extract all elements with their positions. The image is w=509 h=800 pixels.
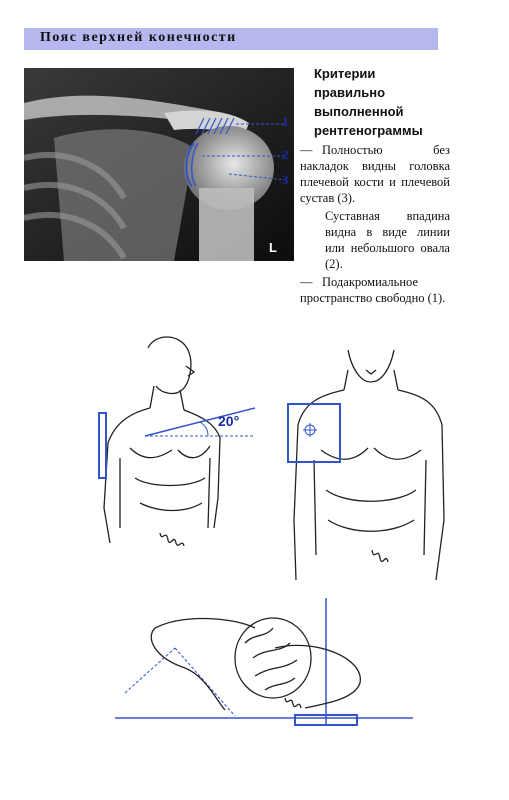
section-header bbox=[24, 28, 438, 50]
criteria-item-text: Суставная впадина видна в виде линии или небольшого овала (2). bbox=[325, 209, 450, 271]
criteria-title-line: Критерии bbox=[314, 66, 376, 81]
angle-label: 20° bbox=[218, 413, 240, 429]
callout-3: 3 bbox=[282, 172, 289, 187]
xray-side-marker: L bbox=[269, 240, 277, 255]
criteria-title-line: выполненной bbox=[314, 104, 404, 119]
shoulder-xray-image bbox=[24, 68, 294, 261]
criteria-item bbox=[300, 142, 450, 206]
criteria-title-line: правильно bbox=[314, 85, 386, 100]
list-dash: — bbox=[300, 275, 313, 289]
criteria-title-line: рентгенограммы bbox=[314, 123, 423, 138]
patient-front-illustration bbox=[286, 340, 451, 585]
patient-top-view-illustration bbox=[115, 598, 415, 730]
section-title: Пояс верхней конечности bbox=[40, 30, 237, 45]
callout-1: 1 bbox=[282, 114, 289, 129]
criteria-item bbox=[325, 208, 450, 272]
criteria-item-text: Полностью без накладок видны головка плечевой кости и плечевой сустав (3). bbox=[300, 143, 450, 205]
criteria-item bbox=[300, 274, 450, 306]
criteria-item-text: Подакромиальное пространство свободно (1). bbox=[300, 275, 446, 305]
callout-2: 2 bbox=[282, 147, 289, 162]
criteria-title bbox=[314, 64, 450, 140]
patient-rotated-illustration bbox=[90, 328, 260, 568]
list-dash: — bbox=[300, 143, 313, 157]
criteria-block bbox=[300, 64, 450, 306]
